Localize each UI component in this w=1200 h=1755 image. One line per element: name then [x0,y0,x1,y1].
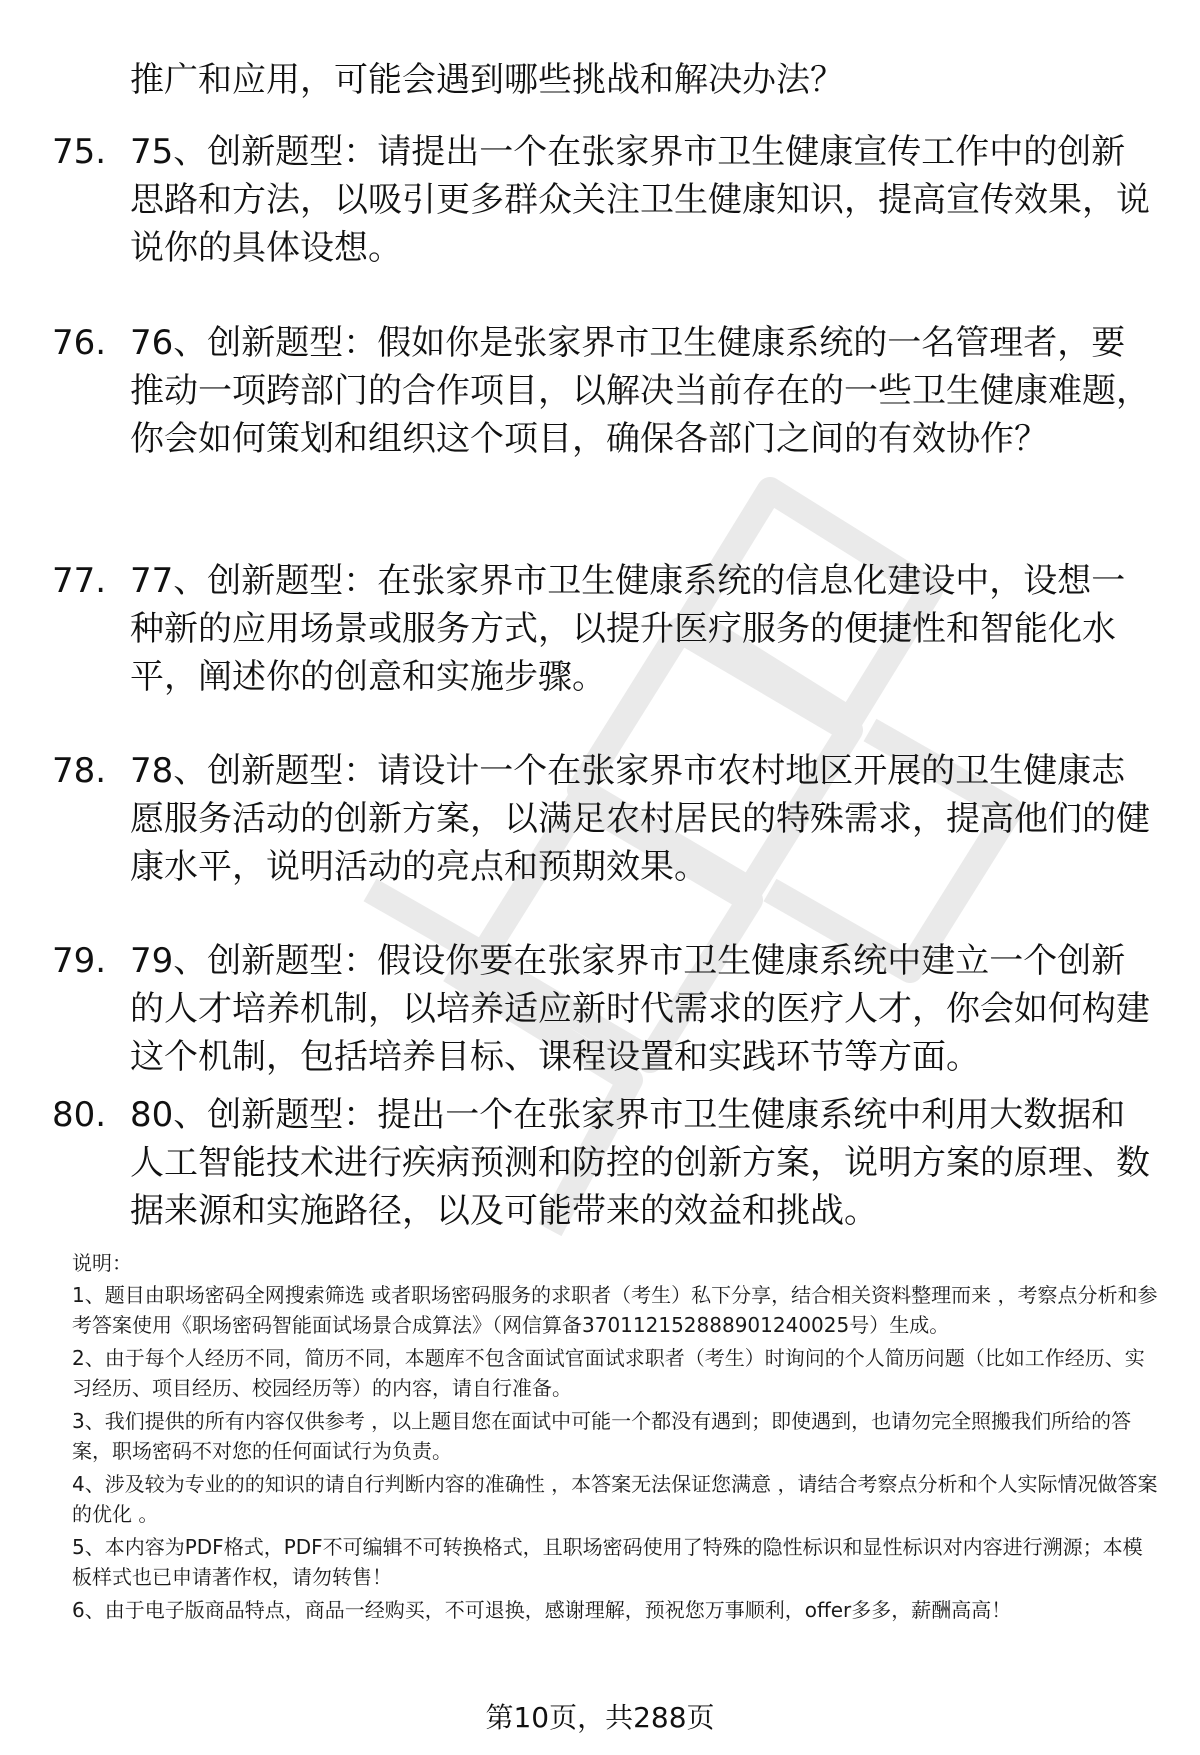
notes-section [72,1248,1162,1628]
note-item: 6、由于电子版商品特点，商品一经购买，不可退换，感谢理解，预祝您万事顺利，offer多多，薪酬高高！ [72,1598,1012,1622]
question-number: 77. [52,561,107,601]
question-number: 80. [52,1095,107,1135]
question-text: 78、创新题型：请设计一个在张家界市农村地区开展的卫生健康志愿服务活动的创新方案，以满足农村居民的特殊需求，提高他们的健康水平，说明活动的亮点和预期效果。 [130,751,1150,887]
note-item: 3、我们提供的所有内容仅供参考 ，以上题目您在面试中可能一个都没有遇到；即使遇到，也请勿完全照搬我们所给的答案，职场密码不对您的任何面试行为负责。 [72,1409,1132,1463]
question-text: 79、创新题型：假设你要在张家界市卫生健康系统中建立一个创新的人才培养机制，以培养适应新时代需求的医疗人才，你会如何构建这个机制，包括培养目标、课程设置和实践环节等方面。 [130,941,1150,1077]
question-text: 77、创新题型：在张家界市卫生健康系统的信息化建设中，设想一种新的应用场景或服务方式，以提升医疗服务的便捷性和智能化水平，阐述你的创意和实施步骤。 [130,561,1126,697]
question-text: 76、创新题型：假如你是张家界市卫生健康系统的一名管理者，要推动一项跨部门的合作项目，以解决当前存在的一些卫生健康难题，你会如何策划和组织这个项目，确保各部门之间的有效协作？ [130,323,1150,459]
question-number: 76. [52,323,107,363]
page-number: 第10页，共288页 [485,1701,715,1734]
continuation-text: 推广和应用，可能会遇到哪些挑战和解决办法？ [130,60,844,100]
notes-title: 说明： [72,1251,132,1275]
note-item: 2、由于每个人经历不同，简历不同，本题库不包含面试官面试求职者（考生）时询问的个人简历问题（比如工作经历、实习经历、项目经历、校园经历等）的内容，请自行准备。 [72,1346,1145,1400]
question-number: 79. [52,941,107,981]
note-item: 5、本内容为PDF格式，PDF不可编辑不可转换格式，且职场密码使用了特殊的隐性标识和显性标识对内容进行溯源；本模板样式也已申请著作权，请勿转售！ [72,1535,1143,1589]
question-text: 80、创新题型：提出一个在张家界市卫生健康系统中利用大数据和人工智能技术进行疾病预测和防控的创新方案，说明方案的原理、数据来源和实施路径，以及可能带来的效益和挑战。 [130,1095,1150,1231]
question-number: 78. [52,751,107,791]
question-number: 75. [52,132,107,172]
note-item: 4、涉及较为专业的的知识的请自行判断内容的准确性 ，本答案无法保证您满意 ，请结合考察点分析和个人实际情况做答案的优化 。 [72,1472,1158,1526]
question-text: 75、创新题型：请提出一个在张家界市卫生健康宣传工作中的创新思路和方法，以吸引更多群众关注卫生健康知识，提高宣传效果，说说你的具体设想。 [130,132,1150,268]
note-item: 1、题目由职场密码全网搜索筛选 或者职场密码服务的求职者（考生）私下分享，结合相关资料整理而来 ，考察点分析和参考答案使用《职场密码智能面试场景合成算法》（网信算备370112152888901240025号）生成。 [72,1283,1158,1337]
